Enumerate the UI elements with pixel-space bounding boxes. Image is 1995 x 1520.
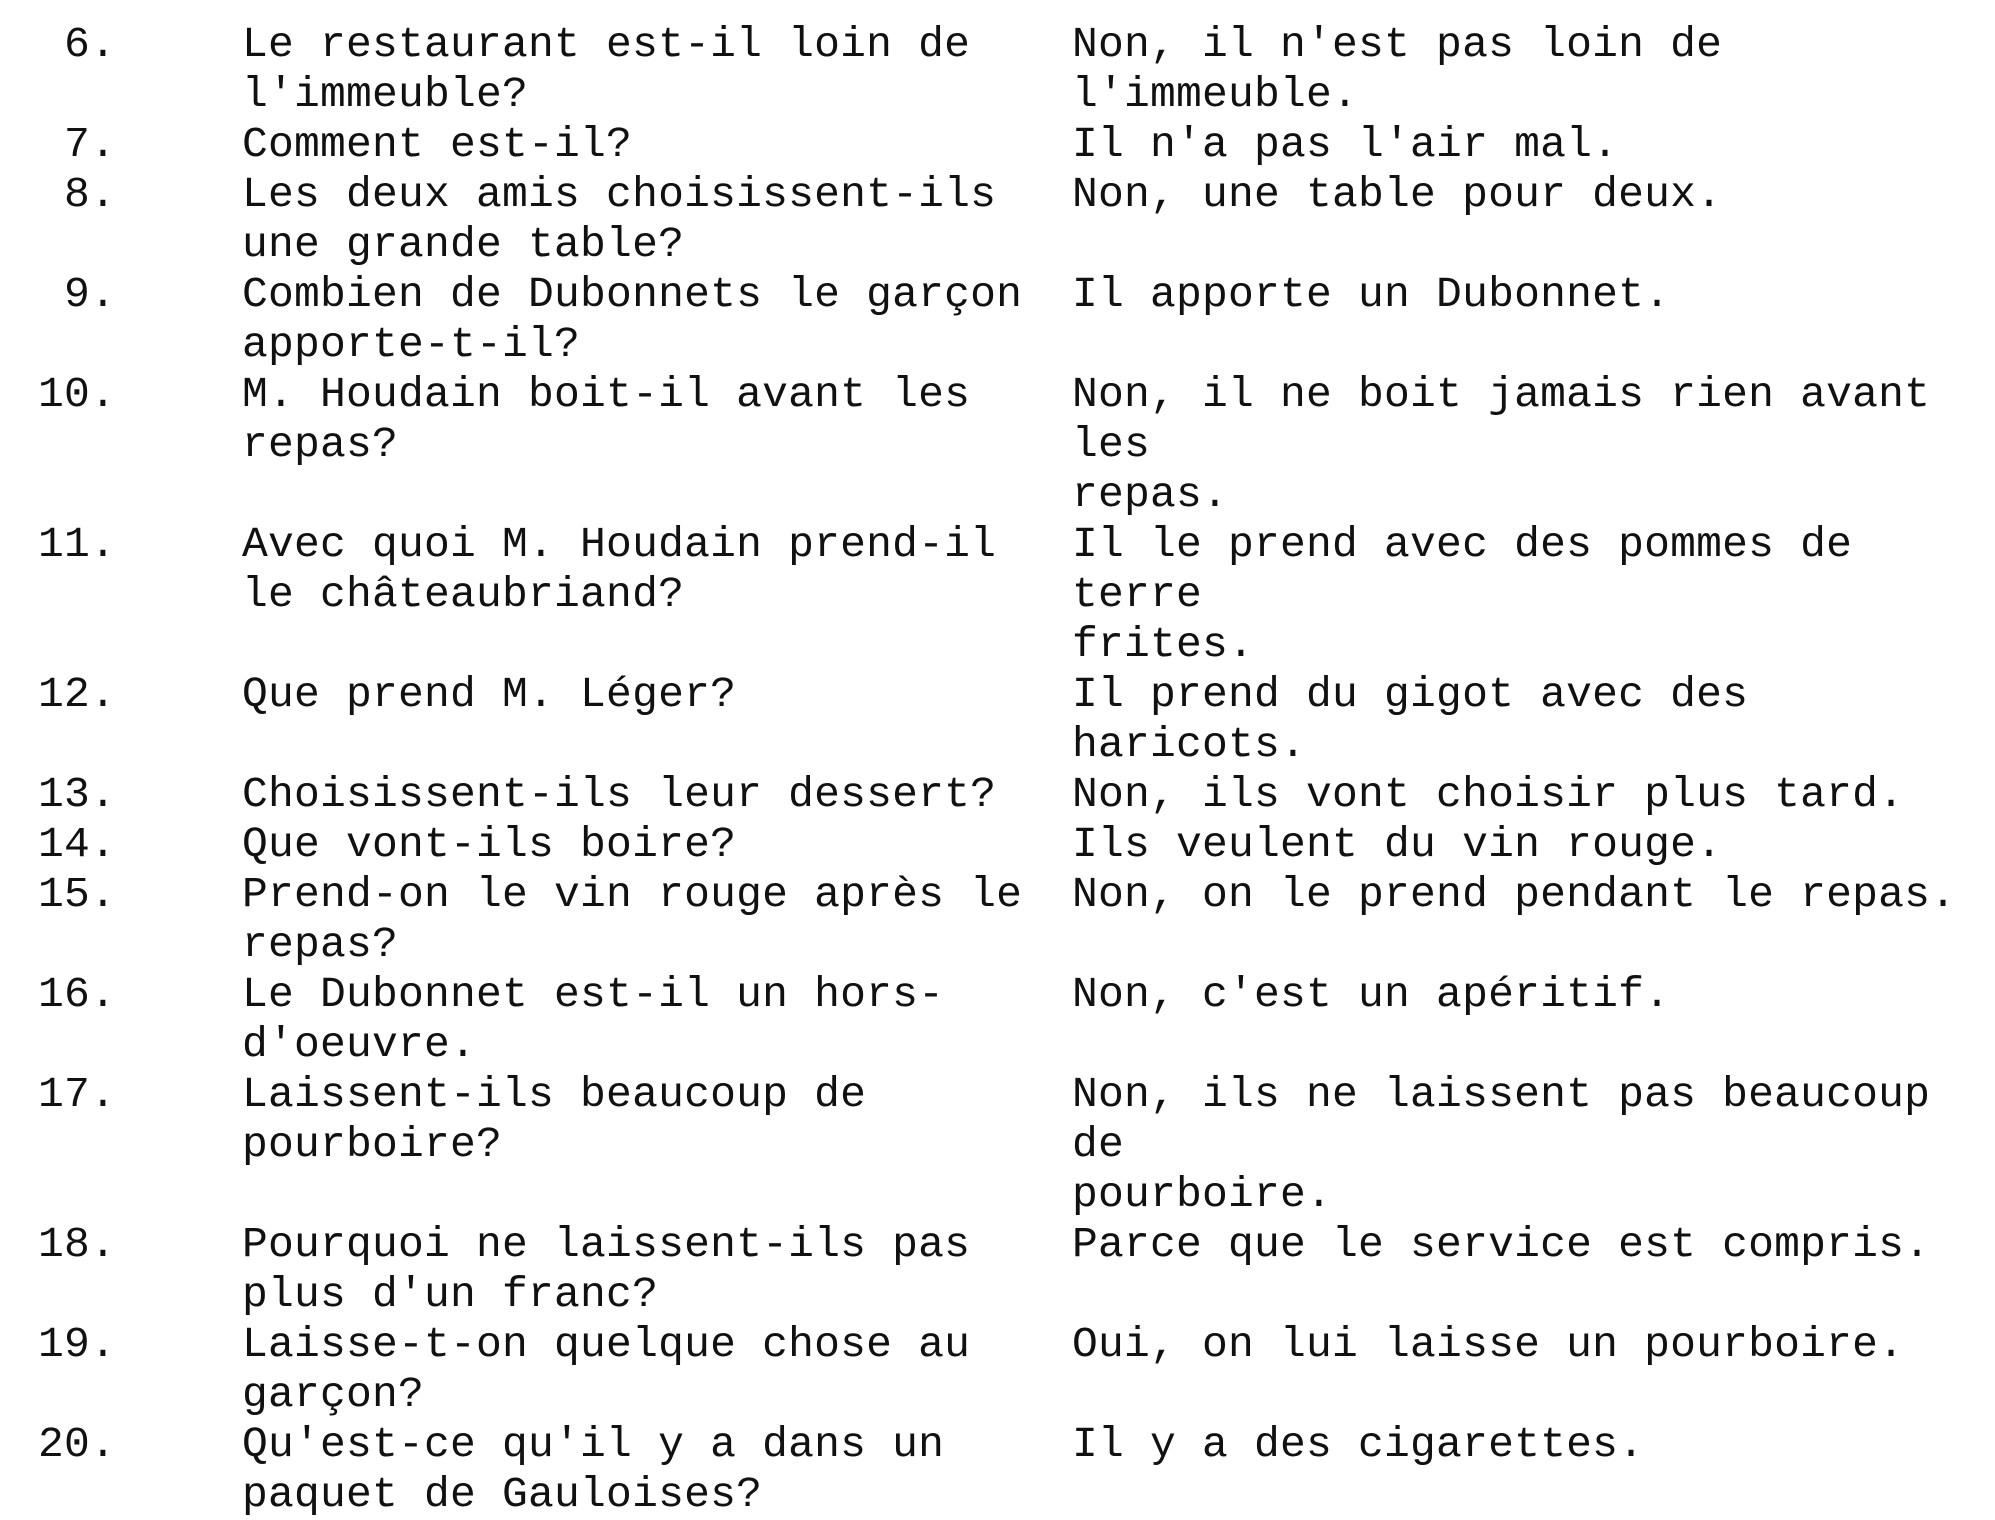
answer-text: Non, ils vont choisir plus tard.	[1072, 770, 1905, 819]
question-text: Que prend M. Léger?	[242, 670, 737, 719]
question-text: Le Dubonnet est-il un hors- d'oeuvre.	[242, 970, 945, 1069]
qa-item	[20, 820, 1960, 870]
qa-item	[20, 1320, 1960, 1420]
item-gap	[116, 770, 242, 820]
question-text: Qu'est-ce qu'il y a dans un paquet de Gauloises?	[242, 1420, 945, 1519]
item-gap	[116, 870, 242, 970]
question-text: Choisissent-ils leur dessert?	[242, 770, 997, 819]
item-gap	[116, 1320, 242, 1420]
qa-item	[20, 1420, 1960, 1520]
answer-text: Parce que le service est compris.	[1072, 1220, 1931, 1269]
item-number: 14.	[37, 820, 116, 869]
item-gap	[116, 820, 242, 870]
item-number: 19.	[37, 1320, 116, 1369]
qa-item	[20, 870, 1960, 970]
qa-item	[20, 170, 1960, 270]
question-text: Les deux amis choisissent-ils une grande table?	[242, 170, 997, 269]
answer-text: Non, ils ne laissent pas beaucoup de pourboire.	[1072, 1070, 1931, 1219]
item-number: 16.	[37, 970, 116, 1019]
item-number: 20.	[37, 1420, 116, 1469]
item-gap	[116, 520, 242, 670]
item-number: 11.	[37, 520, 116, 569]
qa-item	[20, 20, 1960, 120]
answer-text: Il prend du gigot avec des haricots.	[1072, 670, 1775, 769]
qa-item	[20, 670, 1960, 770]
item-gap	[116, 170, 242, 270]
item-number: 12.	[37, 670, 116, 719]
item-number: 8.	[63, 170, 116, 219]
item-gap	[116, 270, 242, 370]
answer-text: Ils veulent du vin rouge.	[1072, 820, 1723, 869]
question-text: Pourquoi ne laissent-ils pas plus d'un franc?	[242, 1220, 971, 1319]
item-gap	[116, 1420, 242, 1520]
question-text: M. Houdain boit-il avant les repas?	[242, 370, 971, 469]
qa-item	[20, 370, 1960, 520]
item-gap	[116, 1220, 242, 1320]
question-text: Prend-on le vin rouge après le repas?	[242, 870, 1023, 969]
answer-text: Il y a des cigarettes.	[1072, 1420, 1645, 1469]
answer-text: Non, c'est un apéritif.	[1072, 970, 1671, 1019]
answer-text: Non, il n'est pas loin de l'immeuble.	[1072, 20, 1749, 119]
qa-item	[20, 1220, 1960, 1320]
answer-text: Non, une table pour deux.	[1072, 170, 1723, 219]
question-text: Que vont-ils boire?	[242, 820, 737, 869]
question-text: Laisse-t-on quelque chose au garçon?	[242, 1320, 971, 1419]
question-text: Le restaurant est-il loin de l'immeuble?	[242, 20, 971, 119]
answer-text: Il apporte un Dubonnet.	[1072, 270, 1671, 319]
answer-text: Il le prend avec des pommes de terre frites.	[1072, 520, 1853, 669]
qa-item	[20, 1070, 1960, 1220]
qa-item	[20, 970, 1960, 1070]
item-gap	[116, 1070, 242, 1220]
item-number: 13.	[37, 770, 116, 819]
item-number: 15.	[37, 870, 116, 919]
answer-text: Non, il ne boit jamais rien avant les repas.	[1072, 370, 1931, 519]
item-gap	[116, 370, 242, 520]
item-number: 6.	[63, 20, 116, 69]
qa-item	[20, 120, 1960, 170]
item-gap	[116, 20, 242, 120]
item-number: 7.	[63, 120, 116, 169]
qa-item	[20, 520, 1960, 670]
item-gap	[116, 120, 242, 170]
question-text: Comment est-il?	[242, 120, 633, 169]
question-text: Laissent-ils beaucoup de pourboire?	[242, 1070, 867, 1169]
answer-text: Non, on le prend pendant le repas.	[1072, 870, 1957, 919]
question-answer-list	[20, 20, 1960, 1520]
item-number: 18.	[37, 1220, 116, 1269]
qa-item	[20, 270, 1960, 370]
item-number: 17.	[37, 1070, 116, 1119]
item-number: 9.	[63, 270, 116, 319]
item-number: 10.	[37, 370, 116, 419]
item-gap	[116, 670, 242, 770]
item-gap	[116, 970, 242, 1070]
question-text: Avec quoi M. Houdain prend-il le châteaubriand?	[242, 520, 997, 619]
question-text: Combien de Dubonnets le garçon apporte-t-il?	[242, 270, 1023, 369]
answer-text: Oui, on lui laisse un pourboire.	[1072, 1320, 1905, 1369]
qa-item	[20, 770, 1960, 820]
answer-text: Il n'a pas l'air mal.	[1072, 120, 1619, 169]
